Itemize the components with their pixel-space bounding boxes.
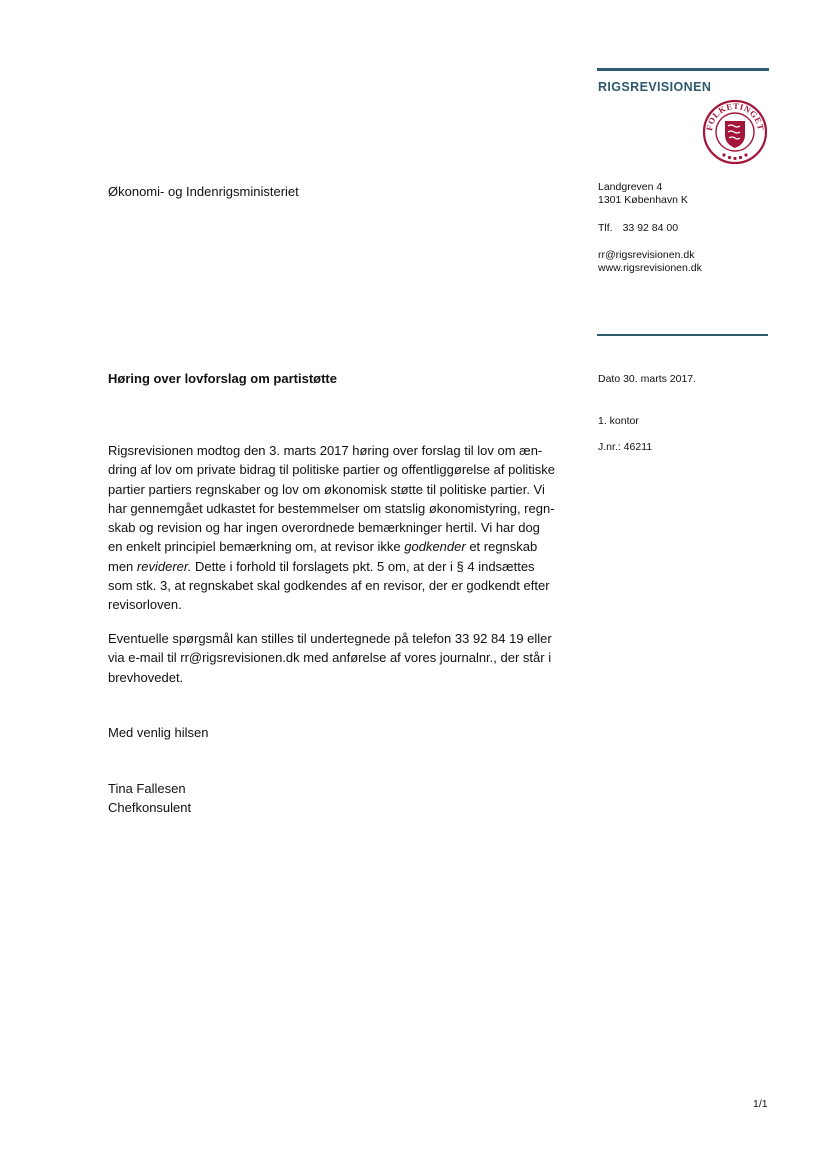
closing-greeting: Med venlig hilsen xyxy=(108,725,209,740)
body-line: revisorloven. xyxy=(108,597,182,613)
body-line: som stk. 3, at regnskabet skal godkendes af en revisor, der er godkendt efter xyxy=(108,578,550,594)
body-text-segment: Dette i forhold til forslagets pkt. 5 om, at der i § 4 indsættes xyxy=(191,558,535,574)
body-line: Eventuelle spørgsmål kan stilles til undertegnede på telefon 33 92 84 19 eller xyxy=(108,631,552,646)
body-line: via e-mail til rr@rigsrevisionen.dk med anførelse af vores journalnr., der står i xyxy=(108,650,552,666)
body-text-segment: men xyxy=(108,558,137,574)
body-line xyxy=(108,557,578,576)
body-line xyxy=(108,537,578,556)
emphasis-godkender: godkender xyxy=(404,539,466,555)
contact-street: Landgreven 4 xyxy=(598,181,663,193)
contact-web: www.rigsrevisionen.dk xyxy=(598,262,702,274)
body-line: brevhovedet. xyxy=(108,669,184,685)
letter-date: Dato 30. marts 2017. xyxy=(598,373,697,385)
recipient: Økonomi- og Indenrigsministeriet xyxy=(108,184,299,199)
signer-name: Tina Fallesen xyxy=(108,781,186,796)
contact-online xyxy=(598,249,702,275)
contact-city: 1301 København K xyxy=(598,194,688,206)
svg-text:FOLKETINGET: FOLKETINGET xyxy=(703,100,767,132)
body-line: Rigsrevisionen modtog den 3. marts 2017 høring over forslag til lov om æn- xyxy=(108,443,543,458)
signer-title: Chefkonsulent xyxy=(108,800,192,816)
phone-number: 33 92 84 00 xyxy=(622,222,679,234)
body-paragraph-2 xyxy=(108,629,578,687)
body-text-segment: en enkelt principiel bemærkning om, at revisor ikke xyxy=(108,539,405,555)
contact-phone-row xyxy=(598,222,678,235)
body-paragraph-1 xyxy=(108,441,578,615)
folketinget-seal-logo xyxy=(702,99,768,165)
contact-address xyxy=(598,181,688,207)
body-line: skab og revision og har ingen overordnede bemærkninger hertil. Vi har dog xyxy=(108,520,540,536)
body-line: har gennemgået udkastet for bestemmelser om statslig økonomistyring, regn- xyxy=(108,500,555,516)
sidebar-divider xyxy=(597,334,768,336)
body-line: dring af lov om private bidrag til politiske partier og offentliggørelse af politiske xyxy=(108,462,556,478)
office-unit: 1. kontor xyxy=(598,415,639,427)
page-number: 1/1 xyxy=(753,1098,768,1110)
body-line: partier partiers regnskaber og lov om økonomisk støtte til politiske partier. Vi xyxy=(108,481,545,497)
journal-number: J.nr.: 46211 xyxy=(598,441,653,453)
brand-name: RIGSREVISIONEN xyxy=(598,80,712,94)
contact-email: rr@rigsrevisionen.dk xyxy=(598,249,695,261)
phone-label: Tlf. xyxy=(598,222,613,234)
signature-block xyxy=(108,779,578,818)
body-text-segment: et regnskab xyxy=(465,539,538,555)
letter-subject: Høring over lovforslag om partistøtte xyxy=(108,371,337,386)
emphasis-reviderer: reviderer. xyxy=(136,558,192,574)
header-top-rule xyxy=(597,68,769,71)
